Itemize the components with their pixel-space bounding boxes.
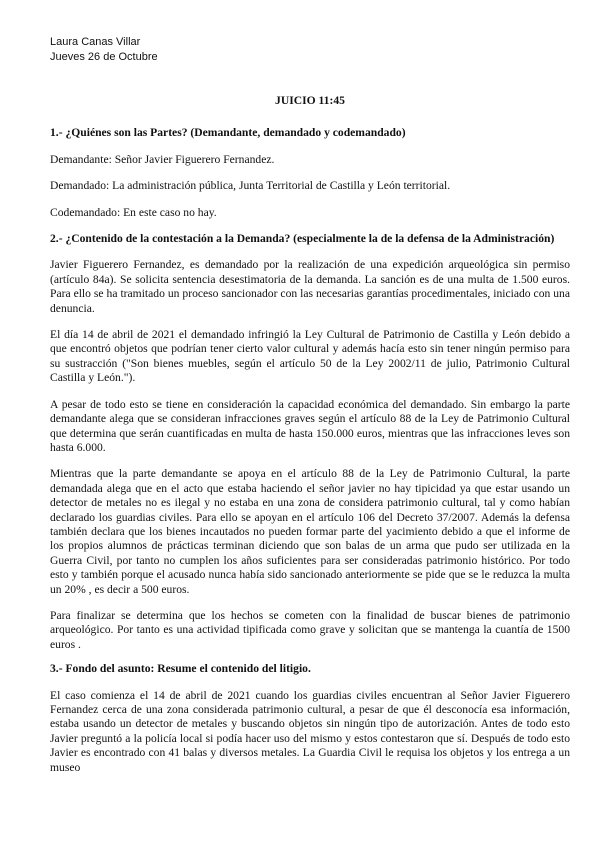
document-body (50, 94, 570, 787)
demandado-line: Demandado: La administración pública, Junta Territorial de Castilla y León territorial. (50, 179, 451, 193)
section-2-paragraph: El día 14 de abril de 2021 el demandado infringió la Ley Cultural de Patrimonio de Castilla y León debido a que encontró objetos que podrían tener cierto valor cultural y además hacía esto sin tener ningún permiso para su sustracción ("Son bienes muebles, según el artículo 50 de la Ley 2002/11 de julio, Patrimonio Cultural Castilla y León."). (50, 328, 570, 385)
section-3-heading: 3.- Fondo del asunto: Resume el contenido del litigio. (50, 662, 311, 676)
section-2-paragraph: Javier Figuerero Fernandez, es demandado por la realización de una expedición arqueológica sin permiso (artículo 84a). Se solicita sentencia desestimatoria de la demanda. La sanción es de una multa de 1.500 euros. Para ello se ha tramitado un proceso sancionador con las necesarias garantías procedimentales, iniciado con una denuncia. (50, 258, 570, 315)
document-date: Jueves 26 de Octubre (50, 51, 158, 63)
section-2-heading: 2.- ¿Contenido de la contestación a la Demanda? (especialmente la de la defensa de la Administración) (50, 232, 555, 246)
section-2-paragraph: Para finalizar se determina que los hechos se cometen con la finalidad de buscar bienes de patrimonio arqueológico. Por tanto es una actividad tipificada como grave y solicitan que se mantenga la cuantía de 1500 euros . (50, 608, 570, 651)
author-name: Laura Canas Villar (50, 36, 141, 48)
section-2-paragraph: A pesar de todo esto se tiene en consideración la capacidad económica del demandado. Sin embargo la parte demandante alega que se consideran infracciones graves según el artículo 88 de la Ley de Patrimonio Cultural que determina que serán cuantificadas en multa de hasta 150.000 euros, mientras que las infracciones leves son hasta 6.000. (50, 397, 570, 454)
document-title: JUICIO 11:45 (275, 94, 345, 107)
codemandado-line: Codemandado: En este caso no hay. (50, 205, 217, 219)
section-3-paragraph: El caso comienza el 14 de abril de 2021 cuando los guardias civiles encuentran al Señor Javier Figuerero Fernandez cerca de una zona considerada patrimonio cultural, a pesar de que él desconocía esa información, estaba usando un detector de metales y buscando objetos sin ningún tipo de autorización. Antes de todo esto Javier preguntó a la policía local si podía hacer uso del mismo y estos contestaron que sí. Después de todo esto Javier es encontrado con 41 balas y diversos metales. La Guardia Civil le requisa los objetos y los entrega a un museo (50, 688, 570, 774)
section-2-paragraph: Mientras que la parte demandante se apoya en el artículo 88 de la Ley de Patrimonio Cultural, la parte demandada alega que en el acto que estaba haciendo el señor javier no hay tipicidad ya que estar usando un detector de metales no es ilegal y no estaba en una zona de considera patrimonio cultural, tal y como habían declarado los guardias civiles. Para ello se apoyan en el artículo 106 del Decreto 37/2007. Además la defensa también declara que los bienes incautados no pueden formar parte del yacimiento debido a que el informe de los propios alumnos de prácticas terminan diciendo que son balas de un arma que pudo ser utilizada en la Guerra Civil, por tanto no cumplen los años suficientes para ser consideradas patrimonio histórico. Por todo esto y también porque el acusado nunca había sido sancionado anteriormente se pide que se le reduzca la multa un 20% , es decir a 500 euros. (50, 467, 570, 596)
document-header (50, 35, 158, 65)
section-1-heading: 1.- ¿Quiénes son las Partes? (Demandante, demandado y codemandado) (50, 126, 406, 140)
demandante-line: Demandante: Señor Javier Figuerero Fernandez. (50, 152, 275, 166)
